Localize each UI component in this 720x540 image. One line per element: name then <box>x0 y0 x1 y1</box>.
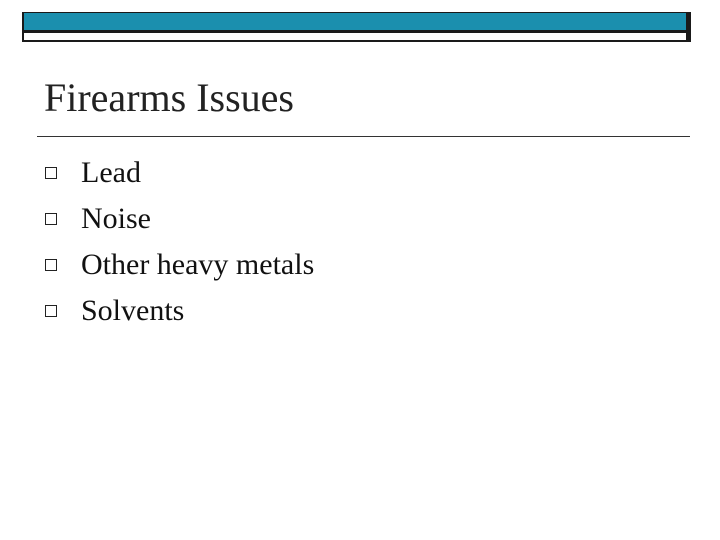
header-accent-bar <box>24 13 686 30</box>
bullet-text: Lead <box>81 156 141 189</box>
title-divider <box>37 136 690 137</box>
header-accent-edge <box>688 12 691 42</box>
bullet-text: Solvents <box>81 294 185 327</box>
slide-title: Firearms Issues <box>44 75 294 120</box>
bullet-text: Noise <box>81 202 151 235</box>
bullet-text: Other heavy metals <box>81 248 315 281</box>
hollow-square-bullet-icon <box>45 259 57 271</box>
list-item <box>40 150 314 196</box>
hollow-square-bullet-icon <box>45 305 57 317</box>
bullet-list <box>40 150 314 334</box>
list-item <box>40 242 314 288</box>
list-item <box>40 288 314 334</box>
header-accent-stripe <box>24 31 686 40</box>
hollow-square-bullet-icon <box>45 213 57 225</box>
hollow-square-bullet-icon <box>45 167 57 179</box>
list-item <box>40 196 314 242</box>
